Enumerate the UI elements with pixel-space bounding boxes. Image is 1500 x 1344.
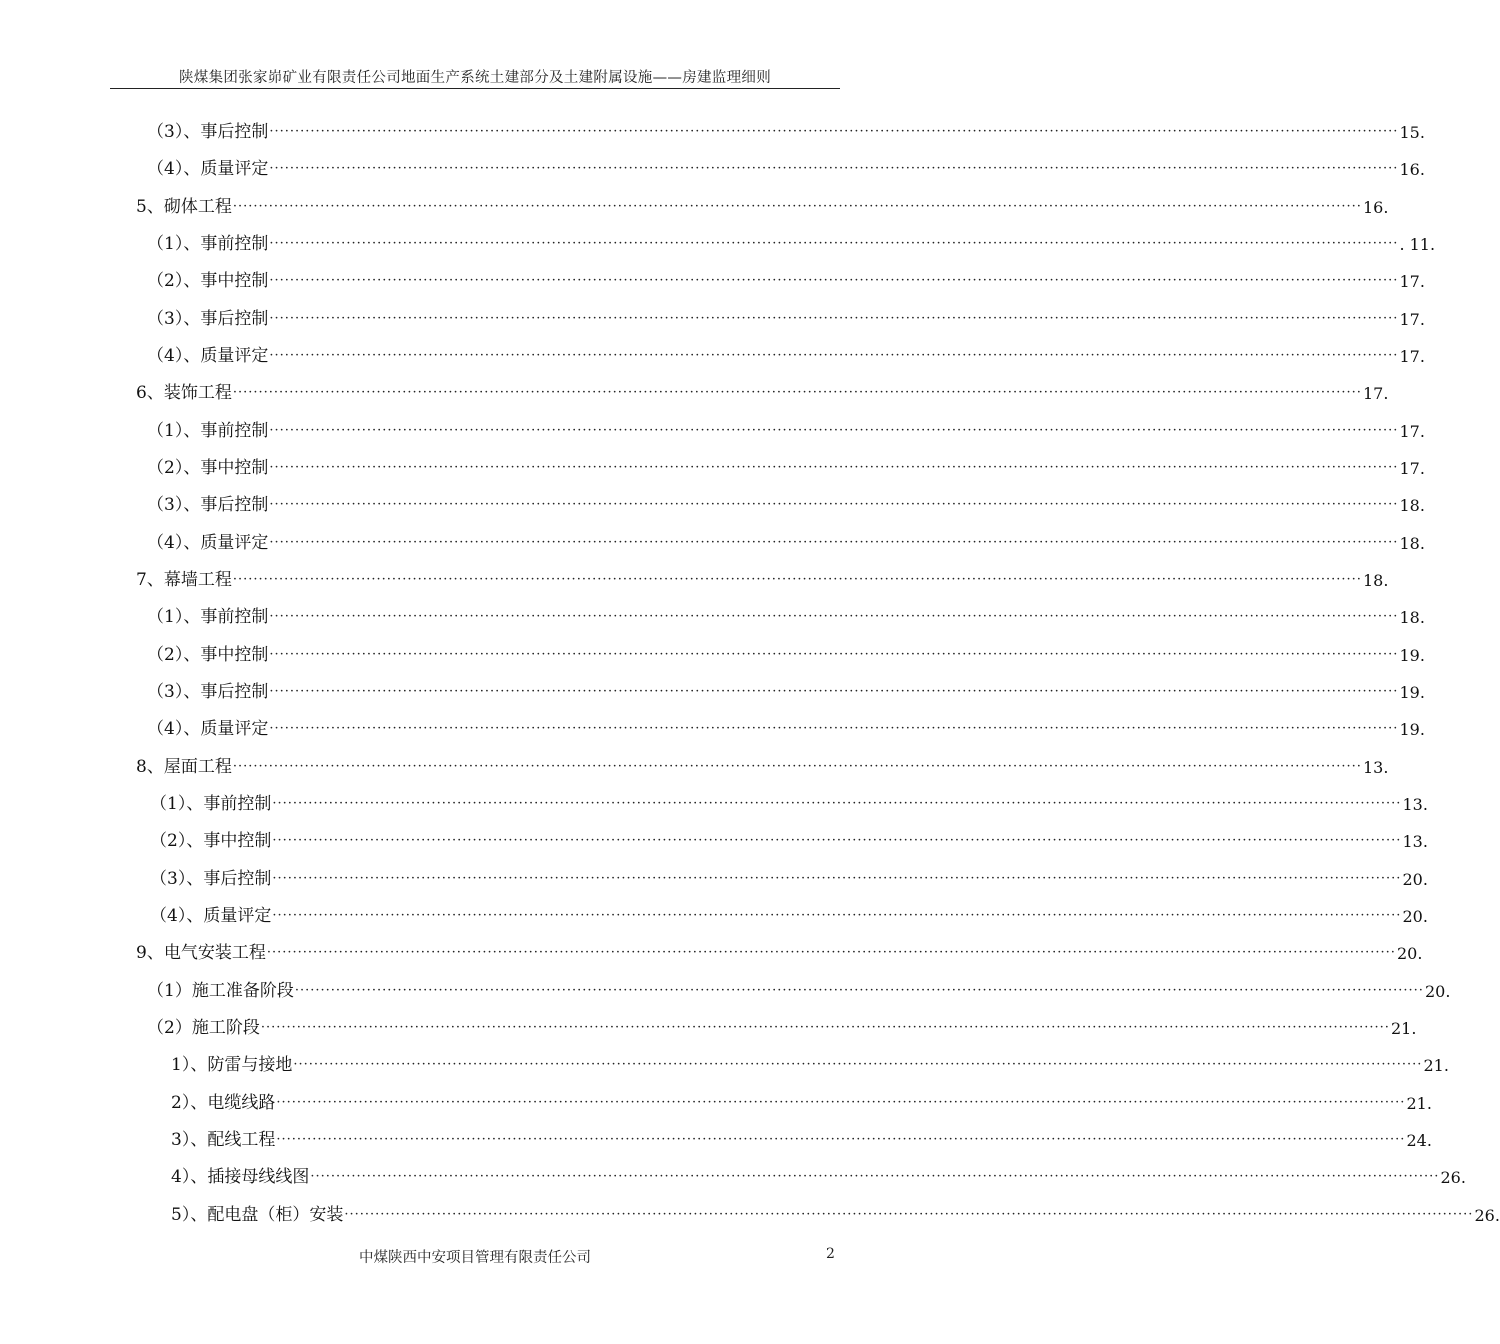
toc-entry[interactable] xyxy=(147,527,1425,553)
toc-entry-page: 16. xyxy=(1399,160,1425,179)
toc-entry[interactable] xyxy=(147,639,1425,665)
toc-entry-label: （4）、质量评定 xyxy=(150,906,272,926)
toc-entry-label: （4）、质量评定 xyxy=(147,159,269,179)
dot-leader: ···························································································································································································································· xyxy=(276,1132,1406,1147)
toc-entry-page: 17. xyxy=(1399,347,1425,366)
toc-entry[interactable] xyxy=(171,1199,1500,1225)
toc-entry[interactable] xyxy=(147,713,1425,739)
toc-entry[interactable] xyxy=(136,564,1389,590)
toc-entry-label: 8、屋面工程 xyxy=(136,757,232,777)
toc-entry[interactable] xyxy=(147,1012,1417,1038)
toc-entry[interactable] xyxy=(136,937,1423,963)
toc-entry-label: 4）、插接母线线图 xyxy=(171,1167,310,1187)
toc-entry[interactable] xyxy=(147,153,1425,179)
dot-leader: ···························································································································································································································· xyxy=(293,1057,1423,1072)
toc-entry[interactable] xyxy=(147,601,1425,627)
dot-leader: ···························································································································································································································· xyxy=(269,236,1399,251)
dot-leader: ···························································································································································································································· xyxy=(269,124,1399,139)
dot-leader: ···························································································································································································································· xyxy=(269,684,1399,699)
running-header: 陕煤集团张家峁矿业有限责任公司地面生产系统土建部分及土建附属设施——房建监理细则 xyxy=(179,70,771,86)
toc-entry-page: . 11. xyxy=(1399,235,1436,254)
toc-entry-page: 20. xyxy=(1402,870,1428,889)
toc-entry[interactable] xyxy=(147,228,1436,254)
toc-entry[interactable] xyxy=(147,975,1451,1001)
toc-entry-label: （4）、质量评定 xyxy=(147,719,269,739)
toc-entry-label: 1）、防雷与接地 xyxy=(171,1055,293,1075)
toc-entry-label: （2）、事中控制 xyxy=(150,831,272,851)
dot-leader: ···························································································································································································································· xyxy=(232,385,1362,400)
dot-leader: ···························································································································································································································· xyxy=(232,759,1362,774)
toc-entry[interactable] xyxy=(147,452,1425,478)
toc-entry-label: （2）、事中控制 xyxy=(147,271,269,291)
toc-entry[interactable] xyxy=(147,676,1425,702)
dot-leader: ···························································································································································································································· xyxy=(294,983,1424,998)
toc-entry-label: （3）、事后控制 xyxy=(147,682,269,702)
toc-entry-label: （4）、质量评定 xyxy=(147,533,269,553)
toc-entry[interactable] xyxy=(150,900,1428,926)
toc-entry-page: 20. xyxy=(1424,982,1451,1001)
toc-entry-label: （4）、质量评定 xyxy=(147,346,269,366)
toc-entry[interactable] xyxy=(136,377,1389,403)
toc-entry[interactable] xyxy=(147,489,1425,515)
dot-leader: ···························································································································································································································· xyxy=(269,647,1399,662)
toc-entry-page: 18. xyxy=(1399,496,1425,515)
toc-entry-label: （1）施工准备阶段 xyxy=(147,981,294,1001)
toc-entry-page: 26. xyxy=(1440,1168,1466,1187)
toc-entry-label: 2）、电缆线路 xyxy=(171,1093,276,1113)
dot-leader: ···························································································································································································································· xyxy=(266,945,1396,960)
toc-entry-label: （3）、事后控制 xyxy=(147,495,269,515)
dot-leader: ···························································································································································································································· xyxy=(276,1095,1406,1110)
toc-entry[interactable] xyxy=(147,340,1425,366)
toc-entry-label: （3）、事后控制 xyxy=(147,122,269,142)
toc-entry-label: 9、电气安装工程 xyxy=(136,943,266,963)
toc-entry-label: （1）、事前控制 xyxy=(150,794,272,814)
toc-entry-page: 19. xyxy=(1399,720,1425,739)
dot-leader: ···························································································································································································································· xyxy=(269,348,1399,363)
toc-entry[interactable] xyxy=(171,1087,1432,1113)
toc-entry-label: （1）、事前控制 xyxy=(147,234,269,254)
toc-entry-label: （2）、事中控制 xyxy=(147,645,269,665)
toc-entry-page: 19. xyxy=(1399,683,1425,702)
toc-entry[interactable] xyxy=(147,303,1425,329)
toc-entry-page: 18. xyxy=(1362,571,1389,590)
toc-entry-label: （1）、事前控制 xyxy=(147,607,269,627)
toc-entry-label: 5）、配电盘（柜）安装 xyxy=(171,1205,344,1225)
toc-entry-label: （3）、事后控制 xyxy=(150,869,272,889)
toc-entry-page: 16. xyxy=(1362,198,1389,217)
dot-leader: ···························································································································································································································· xyxy=(272,833,1402,848)
toc-entry-label: （1）、事前控制 xyxy=(147,421,269,441)
toc-entry[interactable] xyxy=(150,788,1428,814)
toc-entry-page: 21. xyxy=(1406,1094,1432,1113)
toc-entry-page: 15. xyxy=(1399,123,1425,142)
dot-leader: ···························································································································································································································· xyxy=(272,908,1402,923)
toc-entry-page: 26. xyxy=(1474,1206,1500,1225)
toc-entry[interactable] xyxy=(147,265,1425,291)
dot-leader: ···························································································································································································································· xyxy=(260,1020,1390,1035)
toc-entry-page: 17. xyxy=(1399,459,1425,478)
toc-entry-label: 6、装饰工程 xyxy=(136,383,232,403)
dot-leader: ···························································································································································································································· xyxy=(310,1169,1440,1184)
toc-entry-page: 21. xyxy=(1423,1056,1449,1075)
toc-entry-label: （2）施工阶段 xyxy=(147,1018,260,1038)
toc-entry[interactable] xyxy=(136,191,1389,217)
dot-leader: ···························································································································································································································· xyxy=(269,535,1399,550)
toc-entry-page: 20. xyxy=(1402,907,1428,926)
dot-leader: ···························································································································································································································· xyxy=(269,273,1399,288)
dot-leader: ···························································································································································································································· xyxy=(269,423,1399,438)
toc-entry-page: 17. xyxy=(1362,384,1389,403)
toc-entry-page: 18. xyxy=(1399,534,1425,553)
toc-entry-label: （2）、事中控制 xyxy=(147,458,269,478)
toc-entry[interactable] xyxy=(150,825,1428,851)
dot-leader: ···························································································································································································································· xyxy=(269,311,1399,326)
toc-entry[interactable] xyxy=(171,1049,1449,1075)
toc-entry-label: 3）、配线工程 xyxy=(171,1130,276,1150)
toc-entry-page: 19. xyxy=(1399,646,1425,665)
toc-entry[interactable] xyxy=(150,863,1428,889)
toc-entry[interactable] xyxy=(147,415,1425,441)
dot-leader: ···························································································································································································································· xyxy=(269,721,1399,736)
dot-leader: ···························································································································································································································· xyxy=(269,609,1399,624)
toc-entry-label: （3）、事后控制 xyxy=(147,309,269,329)
toc-entry-page: 20. xyxy=(1396,944,1423,963)
toc-entry[interactable] xyxy=(147,116,1425,142)
toc-entry[interactable] xyxy=(171,1124,1432,1150)
page-number: 2 xyxy=(826,1246,835,1262)
dot-leader: ···························································································································································································································· xyxy=(269,460,1399,475)
dot-leader: ···························································································································································································································· xyxy=(232,572,1362,587)
toc-entry-page: 24. xyxy=(1406,1131,1432,1150)
toc-entry[interactable] xyxy=(171,1161,1466,1187)
toc-entry-page: 17. xyxy=(1399,272,1425,291)
toc-entry-page: 17. xyxy=(1399,422,1425,441)
dot-leader: ···························································································································································································································· xyxy=(269,497,1399,512)
toc-entry-label: 5、砌体工程 xyxy=(136,197,232,217)
dot-leader: ···························································································································································································································· xyxy=(269,161,1399,176)
dot-leader: ···························································································································································································································· xyxy=(272,871,1402,886)
toc-entry-page: 13. xyxy=(1362,758,1389,777)
toc-entry-label: 7、幕墙工程 xyxy=(136,570,232,590)
toc-entry-page: 13. xyxy=(1402,832,1428,851)
dot-leader: ···························································································································································································································· xyxy=(344,1207,1474,1222)
dot-leader: ···························································································································································································································· xyxy=(272,796,1402,811)
footer-company: 中煤陕西中安项目管理有限责任公司 xyxy=(359,1250,591,1266)
toc-entry-page: 21. xyxy=(1390,1019,1417,1038)
toc-entry-page: 13. xyxy=(1402,795,1428,814)
toc-entry-page: 17. xyxy=(1399,310,1425,329)
toc-entry-page: 18. xyxy=(1399,608,1425,627)
toc-entry[interactable] xyxy=(136,751,1389,777)
dot-leader: ···························································································································································································································· xyxy=(232,199,1362,214)
